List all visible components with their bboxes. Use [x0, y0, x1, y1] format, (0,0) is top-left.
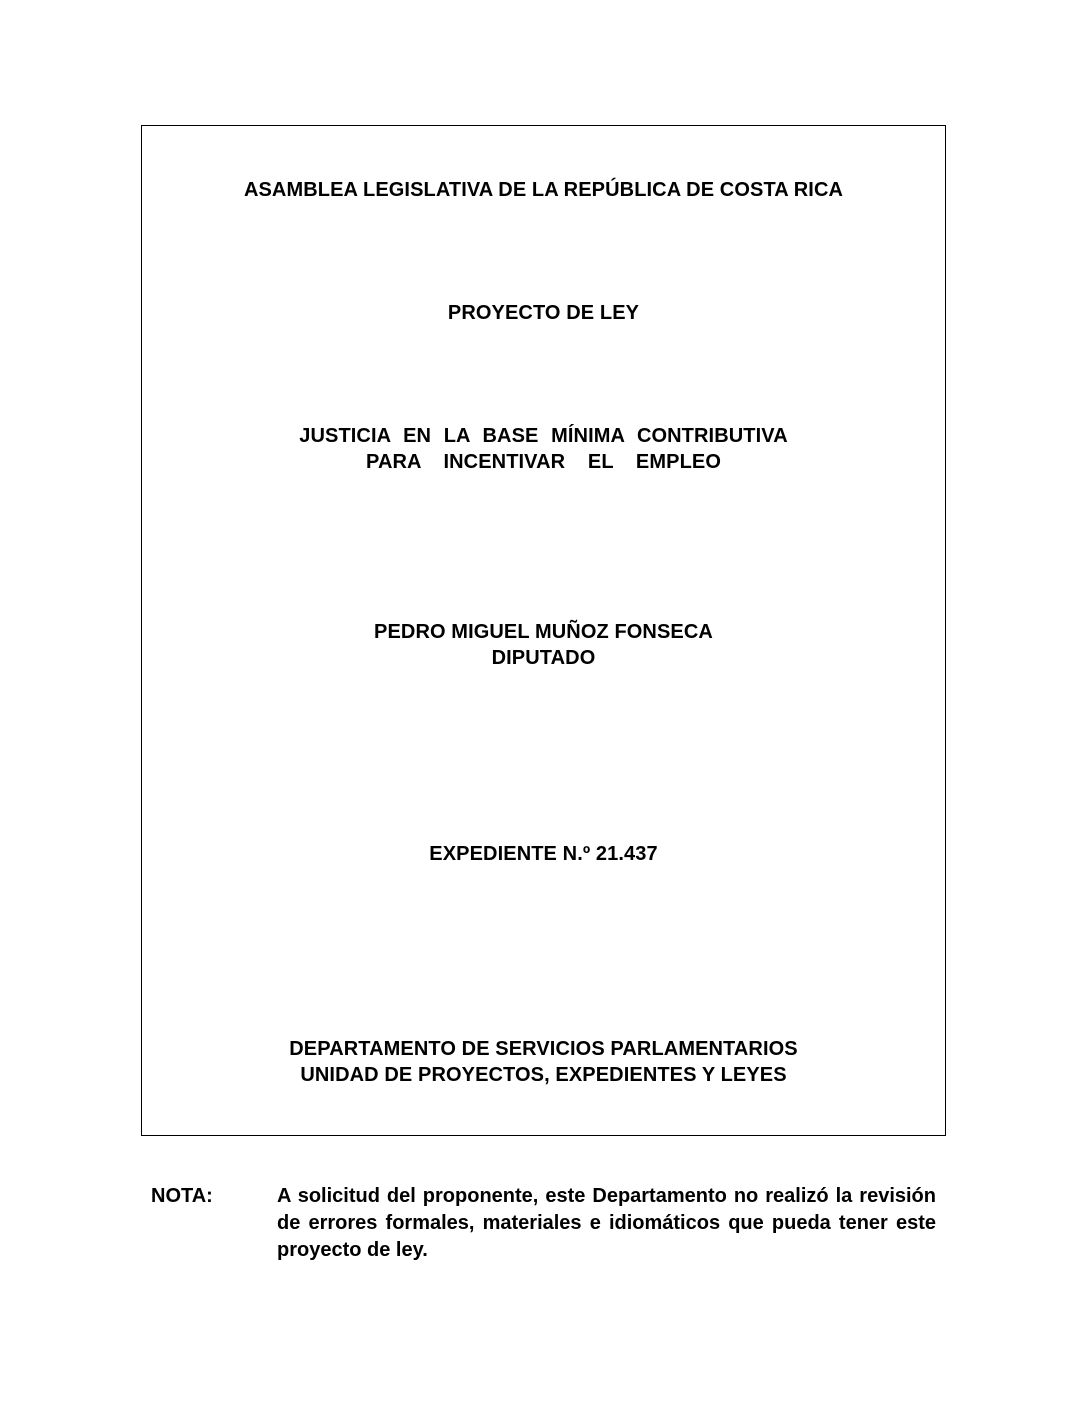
document-type: PROYECTO DE LEY	[447, 302, 640, 324]
institution-heading: ASAMBLEA LEGISLATIVA DE LA REPÚBLICA DE COSTA RICA	[243, 179, 844, 201]
author-role: DIPUTADO	[491, 647, 596, 669]
department-line-2: UNIDAD DE PROYECTOS, EXPEDIENTES Y LEYES	[300, 1064, 787, 1086]
bill-title-line-1: JUSTICIA EN LA BASE MÍNIMA CONTRIBUTIVA	[299, 425, 788, 447]
author-name: PEDRO MIGUEL MUÑOZ FONSECA	[374, 621, 713, 643]
bill-title-line-2: PARA INCENTIVAR EL EMPLEO	[365, 451, 721, 473]
note-text: A solicitud del proponente, este Departamento no realizó la revisión de errores formales, materiales e idiomáticos que pueda tener este proyecto de ley.	[277, 1185, 936, 1261]
cover-page-box	[141, 125, 946, 1136]
note-label: NOTA:	[151, 1185, 213, 1207]
department-line-1: DEPARTAMENTO DE SERVICIOS PARLAMENTARIOS	[289, 1038, 798, 1060]
expediente-number: EXPEDIENTE N.º 21.437	[429, 843, 658, 865]
